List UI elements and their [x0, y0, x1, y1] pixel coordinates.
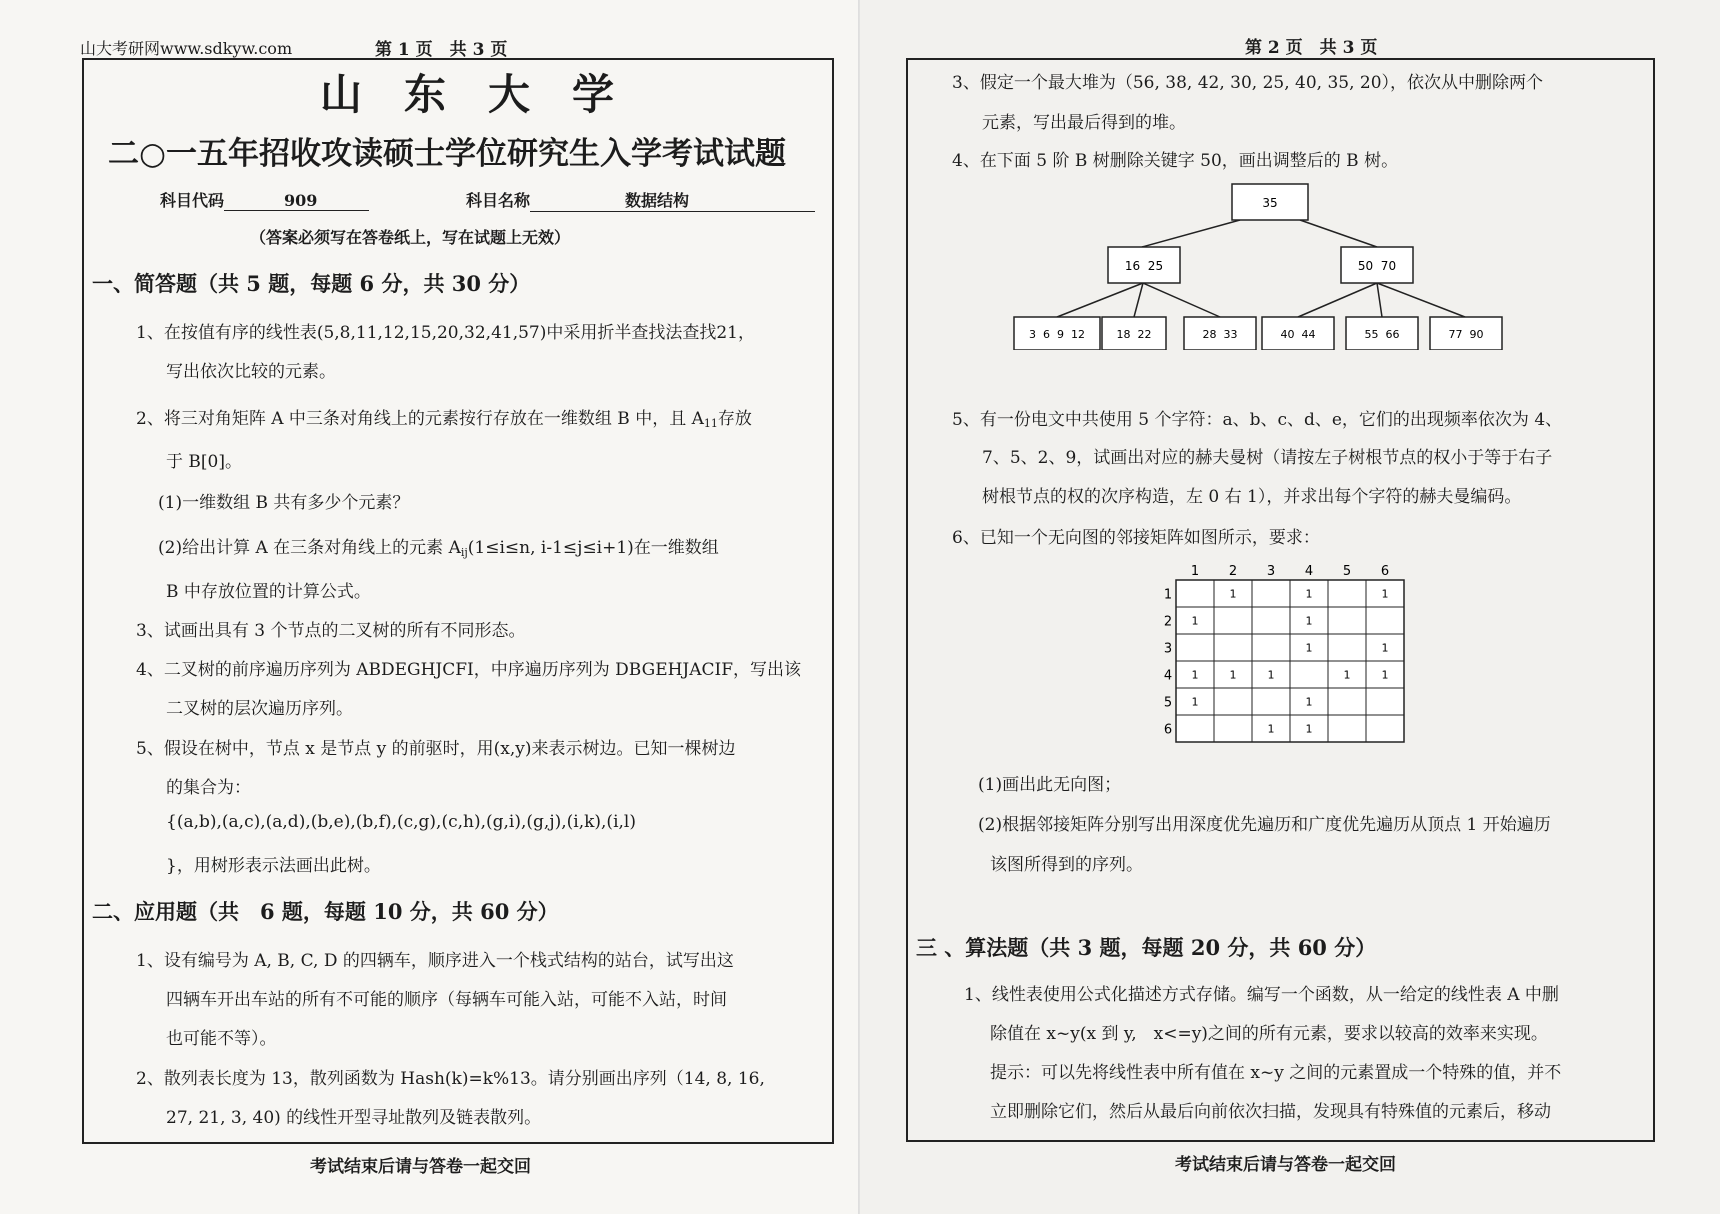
page-footer: 考试结束后请与答卷一起交回 — [1175, 1155, 1396, 1175]
b-tree-internal-node — [1341, 247, 1413, 283]
matrix-cell-value: 1 — [1191, 695, 1199, 709]
matrix-row-header: 1 — [1163, 587, 1173, 603]
matrix-column-header: 1 — [1190, 564, 1200, 579]
subject-name-value: 数据结构 — [530, 188, 815, 212]
matrix-cell-value: 1 — [1305, 722, 1313, 736]
q4-line2: 二叉树的层次遍历序列。 — [166, 699, 353, 719]
a6-text: 6、已知一个无向图的邻接矩阵如图所示，要求： — [952, 528, 1320, 548]
q2-sub1: (1)一维数组 B 共有多少个元素？ — [158, 493, 410, 513]
svg-text:18 22: 18 22 — [1116, 328, 1152, 341]
matrix-cell-value: 1 — [1381, 668, 1389, 682]
adjacency-matrix — [1156, 562, 1476, 747]
subject-code-value: 909 — [224, 191, 369, 211]
q3: 3、试画出具有 3 个节点的二叉树的所有不同形态。 — [136, 621, 526, 641]
q5-line2: 的集合为： — [166, 778, 251, 798]
b-tree-diagram — [1010, 180, 1620, 350]
svg-text:50 70: 50 70 — [1357, 259, 1397, 273]
section-3-heading: 三 、算法题（共 3 题，每题 20 分，共 60 分） — [916, 935, 1377, 960]
b-tree-leaf-node — [1346, 317, 1418, 350]
section-2-heading: 二、应用题（共 6 题，每题 10 分，共 60 分） — [92, 899, 559, 924]
q5-line1: 5、假设在树中，节点 x 是节点 y 的前驱时，用(x,y)来表示树边。已知一棵树边 — [136, 739, 736, 759]
exam-title: 二○一五年招收攻读硕士学位研究生入学考试试题 — [108, 136, 787, 172]
a3-line2: 元素，写出最后得到的堆。 — [982, 113, 1186, 133]
q2-sub2: (2)给出计算 A 在三条对角线上的元素 $A_{ij}(1\le i\le n$, i-1≤j≤i+1)在一维数组 — [158, 538, 719, 559]
a2-line1: 2、散列表长度为 13，散列函数为 Hash(k)=k%13。请分别画出序列（14, 8, 16, — [136, 1069, 765, 1089]
a5-line2: 7、5、2、9，试画出对应的赫夫曼树（请按左子树根节点的权小于等于右子 — [982, 448, 1553, 468]
section-1-heading: 一、简答题（共 5 题，每题 6 分，共 30 分） — [92, 271, 531, 296]
matrix-cell-value: 1 — [1229, 587, 1237, 601]
q5-line3: {(a,b),(a,c),(a,d),(b,e),(b,f),(c,g),(c,h),(g,i),(g,j),(i,k),(i,l) — [166, 812, 636, 832]
q5-line4: }，用树形表示法画出此树。 — [166, 856, 381, 876]
b-tree-internal-node — [1108, 247, 1180, 283]
b1-line1: 1、线性表使用公式化描述方式存储。编写一个函数，从一给定的线性表 A 中删 — [964, 985, 1559, 1005]
b-tree-leaf-node — [1430, 317, 1502, 350]
q2-sub2-line2: B 中存放位置的计算公式。 — [166, 582, 371, 602]
matrix-cell-value: 1 — [1305, 614, 1313, 628]
page-number: 第 1 页 共 3 页 — [375, 40, 508, 60]
matrix-cell-value: 1 — [1381, 641, 1389, 655]
matrix-cell-value: 1 — [1267, 722, 1275, 736]
page-footer: 考试结束后请与答卷一起交回 — [310, 1157, 531, 1177]
matrix-cell-value: 1 — [1381, 587, 1389, 601]
matrix-cell-value: 1 — [1305, 695, 1313, 709]
a2-line2: 27, 21, 3, 40) 的线性开型寻址散列及链表散列。 — [166, 1108, 542, 1128]
matrix-cell-value: 1 — [1267, 668, 1275, 682]
svg-text:77 90: 77 90 — [1448, 328, 1484, 341]
b-tree-root-node — [1232, 184, 1308, 220]
a5-line3: 树根节点的权的次序构造，左 0 右 1），并求出每个字符的赫夫曼编码。 — [982, 487, 1522, 507]
a1-line2: 四辆车开出车站的所有不可能的顺序（每辆车可能入站，可能不入站，时间 — [166, 990, 727, 1010]
matrix-cell-value: 1 — [1305, 641, 1313, 655]
site-header: 山大考研网www.sdkyw.com — [80, 39, 293, 58]
subject-code-row — [160, 188, 369, 211]
matrix-cell-value: 1 — [1305, 587, 1313, 601]
a1-line3: 也可能不等）。 — [166, 1029, 277, 1049]
b-tree-leaf-node — [1014, 317, 1100, 350]
matrix-column-header: 5 — [1342, 564, 1352, 579]
matrix-column-header: 2 — [1228, 564, 1238, 579]
a6-sub1: (1)画出此无向图； — [978, 775, 1122, 795]
matrix-cell-value: 1 — [1191, 668, 1199, 682]
matrix-cell-value: 1 — [1343, 668, 1351, 682]
svg-text:3 6 9 12: 3 6 9 12 — [1029, 328, 1085, 341]
b1-line2: 除值在 x~y(x 到 y, x<=y)之间的所有元素，要求以较高的效率来实现。 — [990, 1024, 1548, 1044]
subject-name-row — [466, 188, 815, 212]
matrix-column-header: 4 — [1304, 564, 1314, 579]
a6-sub2-line1: (2)根据邻接矩阵分别写出用深度优先遍历和广度优先遍历从顶点 1 开始遍历 — [978, 815, 1551, 835]
q1-line1: 1、在按值有序的线性表(5,8,11,12,15,20,32,41,57)中采用折半查找法查找21， — [136, 323, 755, 343]
answer-note: （答案必须写在答卷纸上，写在试题上无效） — [250, 228, 571, 247]
svg-text:16 25: 16 25 — [1124, 259, 1164, 273]
svg-text:35: 35 — [1262, 196, 1278, 210]
q1-line2: 写出依次比较的元素。 — [166, 362, 336, 382]
q2-line2: 于 B[0]。 — [166, 452, 242, 472]
svg-text:40 44: 40 44 — [1280, 328, 1316, 341]
svg-text:28 33: 28 33 — [1202, 328, 1238, 341]
b-tree-leaf-node — [1102, 317, 1166, 350]
matrix-row-header: 6 — [1163, 722, 1173, 738]
subject-code-label: 科目代码 — [160, 191, 225, 210]
a3-line1: 3、假定一个最大堆为（56, 38, 42, 30, 25, 40, 35, 20），依次从中删除两个 — [952, 73, 1544, 93]
matrix-row-header: 3 — [1163, 641, 1173, 657]
matrix-column-header: 3 — [1266, 564, 1276, 579]
b1-line3: 提示：可以先将线性表中所有值在 x~y 之间的元素置成一个特殊的值，并不 — [990, 1063, 1562, 1083]
matrix-row-header: 4 — [1163, 668, 1173, 684]
matrix-cell-value: 1 — [1191, 614, 1199, 628]
a4-text: 4、在下面 5 阶 B 树删除关键字 50，画出调整后的 B 树。 — [952, 151, 1399, 171]
a5-line1: 5、有一份电文中共使用 5 个字符：a、b、c、d、e，它们的出现频率依次为 4、 — [952, 410, 1563, 430]
matrix-row-header: 5 — [1163, 695, 1173, 711]
page-number: 第 2 页 共 3 页 — [1245, 38, 1378, 58]
a6-sub2-line2: 该图所得到的序列。 — [990, 855, 1143, 875]
university-title: 山 东 大 学 — [320, 70, 615, 119]
svg-text:55 66: 55 66 — [1364, 328, 1400, 341]
b1-line4: 立即删除它们，然后从最后向前依次扫描，发现具有特殊值的元素后，移动 — [990, 1102, 1551, 1122]
subject-name-label: 科目名称 — [466, 191, 531, 210]
b-tree-leaf-node — [1184, 317, 1256, 350]
q2-line1: 2、将三对角矩阵 A 中三条对角线上的元素按行存放在一维数组 B 中，且 $A_{11}$存放 — [136, 409, 752, 430]
matrix-cell-value: 1 — [1229, 668, 1237, 682]
a1-line1: 1、设有编号为 A, B, C, D 的四辆车，顺序进入一个栈式结构的站台，试写出这 — [136, 951, 734, 971]
exam-page-2 — [860, 0, 1720, 1214]
matrix-column-header: 6 — [1380, 564, 1390, 579]
b-tree-leaf-node — [1262, 317, 1334, 350]
q4-line1: 4、二叉树的前序遍历序列为 ABDEGHJCFI，中序遍历序列为 DBGEHJACIF，写出该 — [136, 660, 802, 680]
matrix-row-header: 2 — [1163, 614, 1173, 630]
